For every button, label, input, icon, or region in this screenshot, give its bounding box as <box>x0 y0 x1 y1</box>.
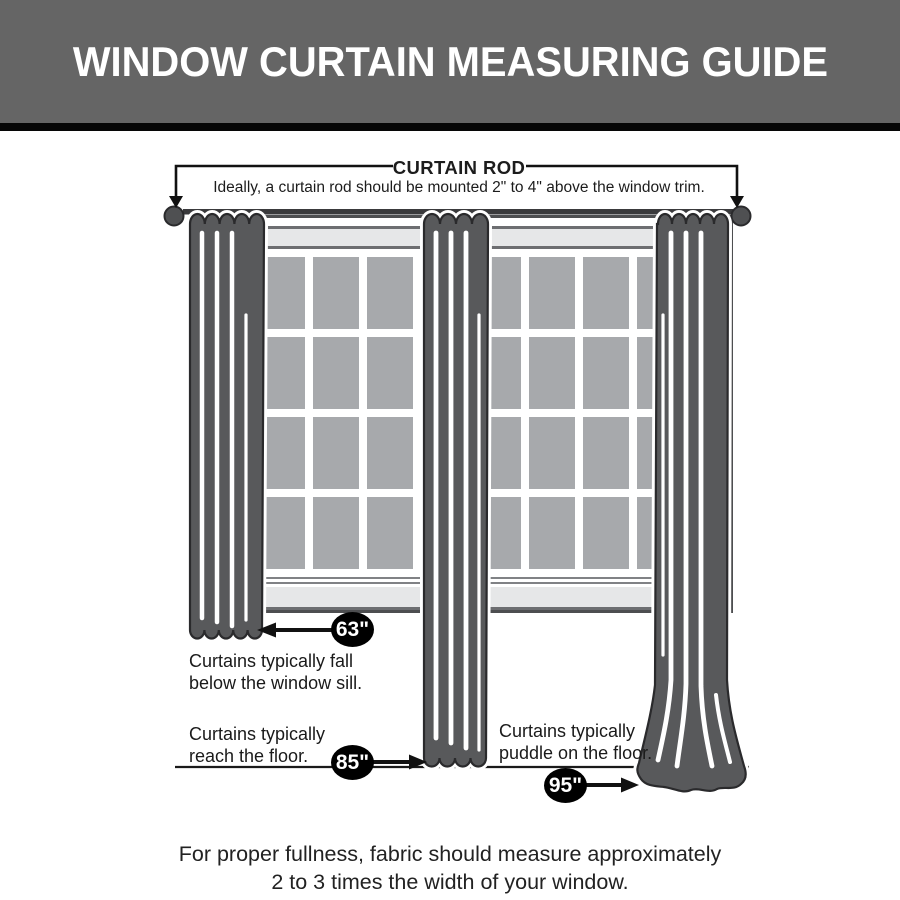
measurement-arrow-63 <box>257 623 334 638</box>
curtain-panel-floor-length <box>424 214 488 767</box>
measurement-badge-95: 95" <box>544 768 587 803</box>
caption-puddle-floor: Curtains typically puddle on the floor. <box>499 721 653 763</box>
measurement-arrow-95 <box>586 778 639 793</box>
curtain-rod-note: Ideally, a curtain rod should be mounted 2" to 4" above the window trim. <box>213 179 705 196</box>
curtain-rod-label: CURTAIN ROD <box>392 157 526 178</box>
measurement-badge-63: 63" <box>331 612 374 647</box>
arrow-right-icon <box>621 778 639 793</box>
curtain-panel-sill-length <box>190 214 264 639</box>
page-title: WINDOW CURTAIN MEASURING GUIDE <box>72 37 828 85</box>
measurement-badge-85: 85" <box>331 745 374 780</box>
rod-finial-right <box>732 207 751 226</box>
caption-reach-floor: Curtains typically reach the floor. <box>189 724 326 766</box>
rod-finial-left <box>165 207 184 226</box>
fullness-note: For proper fullness, fabric should measure approximately 2 to 3 times the width of your window. <box>178 842 722 894</box>
curtain-panel-puddle-length <box>637 214 745 791</box>
caption-below-sill: Curtains typically fall below the window sill. <box>189 651 363 693</box>
